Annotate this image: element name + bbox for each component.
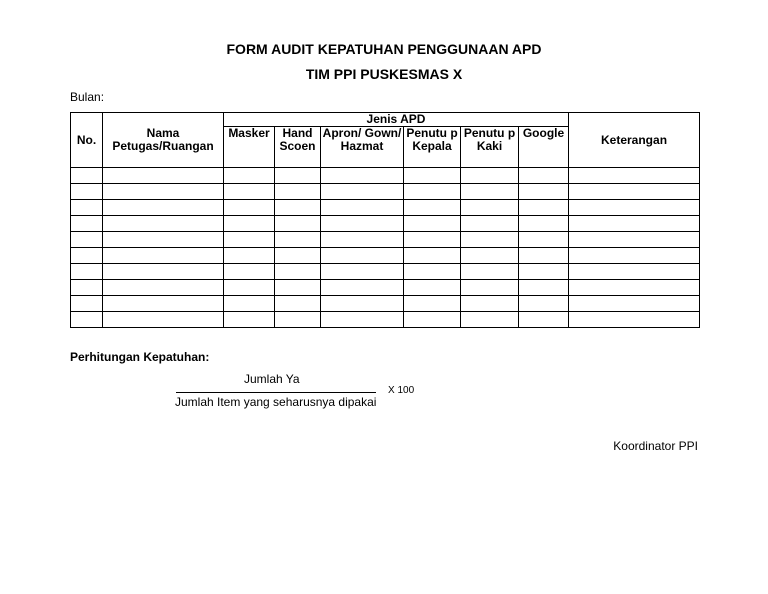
table-cell[interactable] — [321, 280, 404, 296]
table-cell[interactable] — [321, 216, 404, 232]
table-row — [71, 232, 700, 248]
table-cell[interactable] — [569, 184, 700, 200]
table-cell[interactable] — [404, 248, 461, 264]
table-cell[interactable] — [569, 280, 700, 296]
table-cell[interactable] — [569, 264, 700, 280]
audit-table — [70, 112, 700, 328]
table-cell[interactable] — [404, 200, 461, 216]
table-cell[interactable] — [71, 216, 103, 232]
table-cell[interactable] — [461, 184, 519, 200]
table-cell[interactable] — [404, 232, 461, 248]
table-cell[interactable] — [224, 296, 275, 312]
table-cell[interactable] — [461, 264, 519, 280]
table-cell[interactable] — [71, 184, 103, 200]
perhitungan-heading: Perhitungan Kepatuhan: — [70, 350, 210, 364]
table-cell[interactable] — [404, 216, 461, 232]
fraction-multiplier: X 100 — [388, 385, 415, 396]
signature-label: Koordinator PPI — [613, 439, 698, 453]
table-cell[interactable] — [569, 248, 700, 264]
table-row — [71, 168, 700, 184]
table-cell[interactable] — [224, 184, 275, 200]
table-cell[interactable] — [321, 232, 404, 248]
table-cell[interactable] — [569, 168, 700, 184]
table-cell[interactable] — [71, 168, 103, 184]
table-cell[interactable] — [275, 312, 321, 328]
table-cell[interactable] — [461, 232, 519, 248]
table-cell[interactable] — [461, 312, 519, 328]
table-row — [71, 216, 700, 232]
table-cell[interactable] — [103, 232, 224, 248]
table-cell[interactable] — [461, 216, 519, 232]
table-cell[interactable] — [103, 312, 224, 328]
table-cell[interactable] — [224, 168, 275, 184]
table-cell[interactable] — [321, 312, 404, 328]
table-cell[interactable] — [404, 264, 461, 280]
table-cell[interactable] — [224, 200, 275, 216]
table-cell[interactable] — [224, 248, 275, 264]
table-row — [71, 264, 700, 280]
header-keterangan: Keterangan — [569, 113, 700, 168]
table-row — [71, 296, 700, 312]
fraction-line — [176, 392, 376, 393]
table-cell[interactable] — [71, 280, 103, 296]
table-cell[interactable] — [71, 312, 103, 328]
table-cell[interactable] — [519, 264, 569, 280]
table-cell[interactable] — [71, 248, 103, 264]
header-nama: Nama Petugas/Ruangan — [103, 113, 224, 168]
table-cell[interactable] — [461, 280, 519, 296]
table-cell[interactable] — [103, 200, 224, 216]
table-cell[interactable] — [275, 216, 321, 232]
table-cell[interactable] — [569, 232, 700, 248]
table-cell[interactable] — [103, 184, 224, 200]
table-cell[interactable] — [404, 168, 461, 184]
table-cell[interactable] — [569, 200, 700, 216]
table-cell[interactable] — [224, 280, 275, 296]
table-cell[interactable] — [321, 264, 404, 280]
fraction-denominator: Jumlah Item yang seharusnya dipakai — [175, 395, 377, 409]
table-cell[interactable] — [519, 232, 569, 248]
header-no: No. — [71, 113, 103, 168]
table-cell[interactable] — [519, 200, 569, 216]
form-title: FORM AUDIT KEPATUHAN PENGGUNAAN APD — [226, 41, 542, 57]
table-cell[interactable] — [71, 264, 103, 280]
table-cell[interactable] — [519, 216, 569, 232]
table-cell[interactable] — [461, 168, 519, 184]
table-cell[interactable] — [519, 184, 569, 200]
header-google: Google — [519, 127, 569, 168]
table-cell[interactable] — [461, 296, 519, 312]
table-cell[interactable] — [71, 200, 103, 216]
table-cell[interactable] — [275, 184, 321, 200]
header-hand-scoen: Hand Scoen — [275, 127, 321, 168]
table-cell[interactable] — [103, 296, 224, 312]
table-cell[interactable] — [321, 168, 404, 184]
table-cell[interactable] — [71, 232, 103, 248]
table-cell[interactable] — [404, 184, 461, 200]
table-cell[interactable] — [224, 264, 275, 280]
table-cell[interactable] — [321, 200, 404, 216]
table-cell[interactable] — [569, 296, 700, 312]
table-cell[interactable] — [103, 280, 224, 296]
bulan-label: Bulan: — [70, 90, 105, 104]
table-row — [71, 200, 700, 216]
table-cell[interactable] — [224, 216, 275, 232]
table-cell[interactable] — [404, 280, 461, 296]
table-cell[interactable] — [404, 296, 461, 312]
table-cell[interactable] — [275, 232, 321, 248]
table-cell[interactable] — [321, 248, 404, 264]
form-subtitle: TIM PPI PUSKESMAS X — [305, 66, 463, 82]
table-row — [71, 248, 700, 264]
table-cell[interactable] — [321, 296, 404, 312]
header-apron: Apron/ Gown/ Hazmat — [321, 127, 404, 168]
table-cell[interactable] — [519, 280, 569, 296]
table-cell[interactable] — [569, 312, 700, 328]
header-masker: Masker — [224, 127, 275, 168]
table-cell[interactable] — [519, 248, 569, 264]
table-cell[interactable] — [275, 248, 321, 264]
table-cell[interactable] — [275, 280, 321, 296]
table-cell[interactable] — [275, 264, 321, 280]
table-cell[interactable] — [275, 168, 321, 184]
table-cell[interactable] — [103, 248, 224, 264]
table-cell[interactable] — [569, 216, 700, 232]
table-cell[interactable] — [103, 168, 224, 184]
table-row — [71, 312, 700, 328]
table-cell[interactable] — [275, 296, 321, 312]
table-cell[interactable] — [461, 200, 519, 216]
table-cell[interactable] — [519, 296, 569, 312]
table-cell[interactable] — [275, 200, 321, 216]
header-penutup-kaki: Penutu p Kaki — [461, 127, 519, 168]
table-cell[interactable] — [519, 312, 569, 328]
table-cell[interactable] — [461, 248, 519, 264]
table-row — [71, 280, 700, 296]
table-cell[interactable] — [103, 264, 224, 280]
table-cell[interactable] — [224, 312, 275, 328]
table-cell[interactable] — [224, 232, 275, 248]
table-row — [71, 184, 700, 200]
fraction-numerator: Jumlah Ya — [244, 372, 300, 386]
table-cell[interactable] — [71, 296, 103, 312]
table-cell[interactable] — [103, 216, 224, 232]
table-cell[interactable] — [321, 184, 404, 200]
table-cell[interactable] — [519, 168, 569, 184]
table-cell[interactable] — [404, 312, 461, 328]
header-penutup-kepala: Penutu p Kepala — [404, 127, 461, 168]
header-jenis-apd: Jenis APD — [224, 113, 569, 127]
